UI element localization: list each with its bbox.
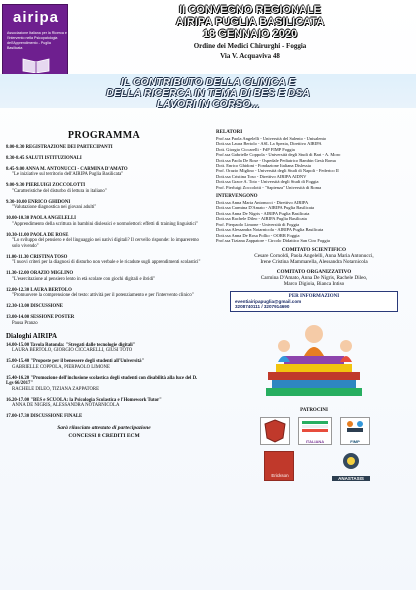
contact-phones[interactable]: 3208740111 / 3207914690 <box>235 304 290 310</box>
program-item-description: "I nuovi criteri per la diagnosi di disturbo non verbale e le ricadute sugli apprendimenti scolastici" <box>12 260 201 266</box>
sponsor-logo-5 <box>332 451 370 481</box>
person-line: Dott. Giorgio Ciccarelli - FdP FIMP Foggia <box>216 146 295 152</box>
program-item-time-speaker: 10.30-11.00 PAOLA DE ROSE <box>6 232 69 238</box>
program-item-description: "Promuovere la comprensione del testo: attività per il potenziamento e per l'intervento clinico" <box>12 293 194 299</box>
children-illustration <box>254 316 374 402</box>
logo-word: airipa <box>12 9 60 26</box>
program-item-time-speaker: 10.00-10.30 PAOLA ANGELELLI <box>6 216 77 222</box>
person-line: Dott.ssa Grace A. Toto - Università degli Studi di Foggia <box>216 179 319 185</box>
relatori-title: RELATORI <box>216 130 243 135</box>
theme-title <box>60 77 356 110</box>
program-item <box>6 167 202 178</box>
program-item-description: GABRIELLE COPPOLA, PIERPAOLO LIMONE <box>12 364 110 370</box>
program-item <box>6 255 202 266</box>
books-children-icon <box>254 316 374 402</box>
program-item <box>6 343 202 354</box>
program-item-description: "Apprendimento della scrittura in bambini dislessici e normolettori: effetti di training linguistici" <box>12 221 198 227</box>
program-item-description: "Le iniziative sul territorio dell'AIRIPA Puglia Basilicata" <box>12 172 124 178</box>
logo-tagline: Associazione Italiana per la Ricerca e l'Intervento nella Psicopatologia dell'Apprendimento - Puglia Basilicata <box>7 31 67 50</box>
program-item <box>6 414 202 420</box>
comitato-organizzativo-line: Marco Digioia, Bianca Intiso <box>283 281 345 288</box>
program-item-time-speaker: 11.30-12.00 ORAZIO MIGLINO <box>6 271 74 277</box>
program-title: PROGRAMMA <box>67 130 141 141</box>
program-column <box>6 130 202 439</box>
shield-icon <box>261 418 289 444</box>
dialoghi-title: Dialoghi AIRIPA <box>6 331 58 340</box>
relatori-list <box>216 136 412 190</box>
intervengono-title: INTERVENGONO <box>216 194 258 200</box>
sponsor-5-label: ANASTASIS <box>332 476 370 481</box>
venue-line-2: Via V. Acquaviva 48 <box>220 51 280 60</box>
sponsor-logo-2 <box>298 417 332 445</box>
person-line: Dott.ssa Carmina D'Amato - AIRIPA Puglia Basilicata <box>216 205 315 211</box>
theme-line-2: DELLA RICERCA IN TEMA DI BES E DSA <box>106 87 310 99</box>
intervengono-section <box>216 194 412 243</box>
program-item-time-speaker: 17.00-17.30 DISCUSSIONE FINALE <box>6 414 83 420</box>
ribbon-icon <box>300 418 330 434</box>
program-item <box>6 200 202 211</box>
program-item-time-speaker: 11.00-11.30 CRISTINA TOSO <box>6 254 68 260</box>
intervengono-list <box>216 200 412 243</box>
program-item <box>6 216 202 227</box>
program-item-time-speaker: 16.20-17.00 "BES e SCUOLA: la Psicologia Scolastica e l'Homework Tutor" <box>6 397 162 403</box>
sponsor-logo-3 <box>340 417 370 445</box>
theme-line-1: IL CONTRIBUTO DELLA CLINICA E <box>120 76 296 88</box>
person-line: Dott.ssa Anna Maria Antonucci - Direttivo AIRIPA <box>216 200 309 206</box>
program-item-time-speaker: 12.00-12.30 LAURA BERTOLO <box>6 287 72 293</box>
person-line: Prof. Orazio Miglino - Università degli Studi di Napoli - Federico II <box>216 168 339 174</box>
program-item <box>6 233 202 250</box>
program-item <box>6 271 202 282</box>
theme-line-3: LAVORI IN CORSO... <box>156 98 260 110</box>
program-item <box>6 359 202 370</box>
program-item <box>6 288 202 299</box>
sponsor-logo-4 <box>264 451 294 481</box>
program-item <box>6 156 202 162</box>
anastasis-mark-icon <box>339 451 363 471</box>
person-line: Dott.ssa Cristina Toso - Direttivo AIRIPA AIDNV <box>216 173 307 179</box>
program-item-time-speaker: 9.00-9.30 PIERLUIGI ZOCCOLOTTI <box>6 183 86 189</box>
comitato-scientifico-line: Cesare Cornoldi, Paola Angelelli, Anna Maria Antonucci, <box>254 253 374 260</box>
person-line: Prof.ssa Tiziana Zappatore - Circolo Didattico San Ciro Foggia <box>216 237 330 243</box>
program-item <box>6 183 202 194</box>
program-item-time-speaker: 12.30-13.00 DISCUSSIONE <box>6 304 63 310</box>
person-line: Prof. Pierluigi Zoccolotti - "Sapienza" Università di Roma <box>216 184 322 190</box>
person-line: Prof.ssa Paola Angelelli - Università del Salento - Unisalento <box>216 136 327 141</box>
ecm-credits: CONCESSI 8 CREDITI ECM <box>68 433 140 440</box>
comitato-scientifico-section <box>216 247 412 265</box>
book-icon <box>21 55 51 73</box>
person-line: Dott.ssa Alessandra Notarnicola - AIRIPA Puglia Basilicata <box>216 227 324 233</box>
program-item-time-speaker: 15.40-16.20 "Promozione dell'inclusione scolastica degli studenti con disabilità alla luce del D. Lgs 66/2017" <box>6 375 198 387</box>
contact-box <box>230 291 398 312</box>
event-title <box>150 4 350 40</box>
program-item-time-speaker: 14.00-15.00 Tavola Rotonda: "Stregati dalle tecnologie digitali" <box>6 342 136 348</box>
program-item <box>6 145 202 151</box>
title-line-1: II CONVEGNO REGIONALE <box>179 4 321 16</box>
airipa-logo <box>2 4 68 76</box>
person-line: Dott.ssa Laura Bertolo - ASL La Spezia, Direttivo AIRIPA <box>216 141 322 147</box>
person-line: Prof. Pierpaolo Limone - Università di Foggia <box>216 221 300 227</box>
program-list <box>6 145 202 326</box>
header <box>0 0 416 78</box>
title-line-2: AIRIPA PUGLIA BASILICATA <box>175 16 325 28</box>
program-item <box>6 376 202 393</box>
comitato-scientifico-line: Irene Cristina Mammarella, Alessandra Notarnicola <box>260 259 368 266</box>
title-line-3: 18 GENNAIO 2020 <box>202 28 298 40</box>
program-item-description: LAURA BERTOLO, GIORGIO CICCARELLI, GIUSI TOTO <box>12 348 133 354</box>
program-item-description: "Valutazione diagnostica nei giovani adulti" <box>12 205 97 211</box>
person-line: Dott.ssa Anna De Rosa Pollio - OORR Foggia <box>216 232 300 238</box>
sponsor-3-label: FIMP <box>350 439 360 445</box>
program-item-time-speaker: 8.00-8.30 REGISTRAZIONE DEI PARTECIPANTI <box>6 145 113 150</box>
children-icon <box>342 418 368 434</box>
patrocini-title: PATROCINI <box>300 408 328 414</box>
venue-line-1: Ordine dei Medici Chirurghi - Foggia <box>193 42 307 50</box>
comitato-organizzativo-section <box>216 269 412 287</box>
info-column <box>216 130 412 487</box>
program-item-description: Pausa Pranzo <box>12 320 38 326</box>
program-item <box>6 315 202 326</box>
person-line: Prof.ssa Gabrielle Coppola - Università degli Studi di Bari - A. Moro <box>216 152 341 158</box>
program-item-time-speaker: 15.00-15.40 "Proposte per il benessere degli studenti all'Università" <box>6 359 145 365</box>
person-line: Dott.ssa Anna De Nigris - AIRIPA Puglia Basilicata <box>216 210 310 216</box>
program-item-description: ANNA DE NIGRIS, ALESSANDRA NOTARNICOLA <box>12 403 120 409</box>
sponsor-4-label: Erickson <box>271 473 289 479</box>
certificate-note: Sarà rilasciato attestato di partecipazione <box>57 425 151 432</box>
comitato-organizzativo-title: COMITATO ORGANIZZATIVO <box>276 269 352 276</box>
relatori-section <box>216 130 412 190</box>
event-venue <box>150 42 350 61</box>
contact-email[interactable]: eventiairipapuglia@gmail.com <box>235 299 302 305</box>
person-line: Dott. Enrico Ghidoni - Fondazione Italiana Dislessia <box>216 163 311 169</box>
program-item-time-speaker: 9.30-10.00 ENRICO GHIDONI <box>6 199 71 205</box>
sponsor-2-label: ITALIANA <box>305 439 325 445</box>
comitato-scientifico-title: COMITATO SCIENTIFICO <box>281 247 347 254</box>
comitato-organizzativo-line: Carmina D'Amato, Anna De Nigris, Rachele Dileo, <box>260 275 368 282</box>
program-item-description: "L'esercitazione al pensiero lento in età scolare con giochi digitali e ibridi" <box>12 276 156 282</box>
person-line: Dott.ssa Paola De Rose - Ospedale Pediatrico Bambin Gesù Roma <box>216 157 336 163</box>
dialoghi-list <box>6 343 202 420</box>
program-item-description: RACHELE DILEO, TIZIANA ZAPPATORE <box>12 386 100 392</box>
program-item <box>6 304 202 310</box>
program-item-description: "Lo sviluppo del pensiero e del linguaggio nei nativi digitali? Il cervello risponde: lo impareremo solo vivendo" <box>12 238 199 249</box>
sponsor-logo-1 <box>260 417 290 445</box>
person-line: Dott.ssa Rachele Dileo - AIRIPA Puglia Basilicata <box>216 216 307 222</box>
contact-title: PER INFORMAZIONI <box>288 294 340 300</box>
program-item-description: "Caratteristiche del disturbo di lettura in italiano" <box>12 188 107 194</box>
program-item-time-speaker: 8.30-8.45 SALUTI ISTITUZIONALI <box>6 155 82 161</box>
sponsor-logos <box>216 417 412 487</box>
program-item-time-speaker: 13.00-14.00 SESSIONE POSTER <box>6 315 75 321</box>
program-item-time-speaker: 8.45-9.00 ANNA M. ANTONUCCI - CARMINA D'AMATO <box>6 166 128 172</box>
program-item <box>6 398 202 409</box>
